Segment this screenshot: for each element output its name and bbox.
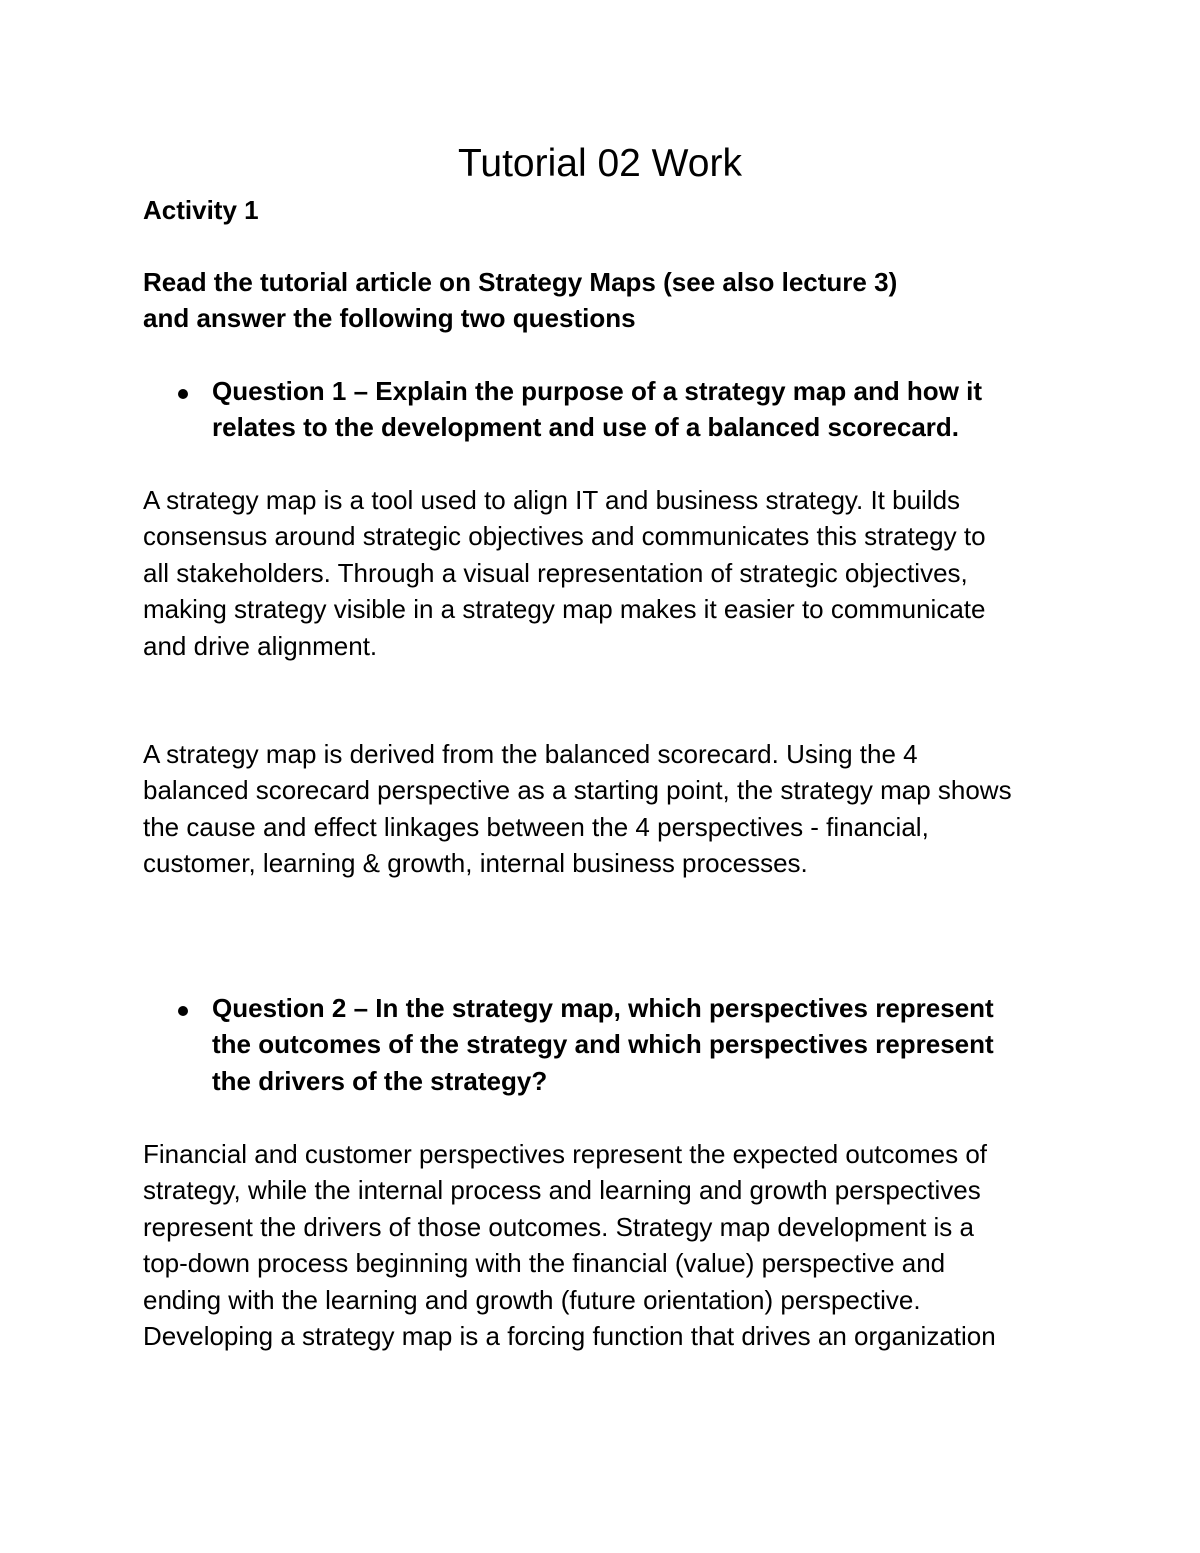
answer-line: represent the drivers of those outcomes. Strategy map development is a <box>143 1211 974 1242</box>
answer-1-paragraph-2 <box>143 736 1012 882</box>
answer-line: ending with the learning and growth (future orientation) perspective. <box>143 1284 921 1315</box>
page-title: Tutorial 02 Work <box>458 142 742 185</box>
bullet-icon <box>178 389 188 399</box>
answer-line: top-down process beginning with the financial (value) perspective and <box>143 1248 946 1279</box>
question-2-line: Question 2 – In the strategy map, which perspectives represent <box>212 993 994 1023</box>
question-2-line: the outcomes of the strategy and which perspectives represent <box>212 1029 994 1060</box>
intro-line: Read the tutorial article on Strategy Maps (see also lecture 3) <box>143 267 898 297</box>
answer-line: strategy, while the internal process and learning and growth perspectives <box>143 1175 981 1206</box>
answer-line: all stakeholders. Through a visual representation of strategic objectives, <box>143 557 968 588</box>
question-2 <box>212 990 994 1099</box>
answer-line: the cause and effect linkages between the 4 perspectives - financial, <box>143 811 929 842</box>
question-1 <box>212 373 982 446</box>
question-1-line: Question 1 – Explain the purpose of a strategy map and how it <box>212 376 983 406</box>
answer-line: consensus around strategic objectives and communicates this strategy to <box>143 521 986 552</box>
answer-line: Financial and customer perspectives represent the expected outcomes of <box>143 1139 988 1169</box>
answer-line: balanced scorecard perspective as a starting point, the strategy map shows <box>143 775 1012 806</box>
answer-line: A strategy map is derived from the balanced scorecard. Using the 4 <box>143 739 918 769</box>
intro-line: and answer the following two questions <box>143 303 636 334</box>
answer-line: making strategy visible in a strategy map makes it easier to communicate <box>143 594 986 625</box>
answer-line: and drive alignment. <box>143 630 378 661</box>
answer-line: Developing a strategy map is a forcing function that drives an organization <box>143 1320 996 1351</box>
answer-line: A strategy map is a tool used to align IT and business strategy. It builds <box>143 485 961 515</box>
answer-2-paragraph <box>143 1136 996 1354</box>
question-1-line: relates to the development and use of a balanced scorecard. <box>212 412 960 443</box>
question-2-line: the drivers of the strategy? <box>212 1065 548 1096</box>
answer-line: customer, learning & growth, internal business processes. <box>143 848 808 879</box>
bullet-icon <box>178 1006 188 1016</box>
activity-heading: Activity 1 <box>143 195 259 225</box>
intro-instructions <box>143 264 897 337</box>
answer-1-paragraph-1 <box>143 482 986 664</box>
